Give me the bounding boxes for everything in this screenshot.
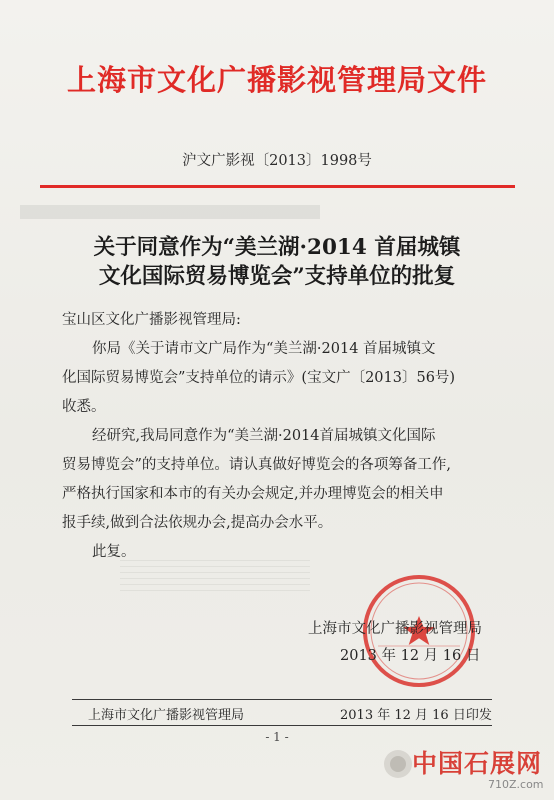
document-number: 沪文广影视〔2013〕1998号 [182,153,372,169]
headline-line-2: 文化国际贸易博览会”支持单位的批复 [98,264,456,289]
watermark-site-url: 710Z.com [488,778,544,791]
signature-date: 2013 年 12 月 16 日 [340,648,481,664]
organization-title: 上海市文化广播影视管理局文件 [66,63,487,97]
body-line: 收悉。 [62,399,106,415]
body-line: 你局《关于请市文广局作为“美兰湖·2014 首届城镇文 [92,341,436,357]
recipient: 宝山区文化广播影视管理局: [62,312,241,328]
body-line: 报手续,做到合法依规办会,提高办会水平。 [62,515,333,531]
footer-print-date: 2013 年 12 月 16 日印发 [340,708,492,723]
headline-line-1: 关于同意作为“美兰湖·2014 首届城镇 [93,235,461,260]
footer-rule-top [72,699,492,700]
page-number: - 1 - [265,730,289,744]
closing-line: 此复。 [92,544,136,560]
watermark-site-name: 中国石展网 [412,749,543,778]
bleed-through-lines [120,560,310,594]
red-divider [40,185,515,188]
footer-issuer: 上海市文化广播影视管理局 [88,708,245,723]
body-line: 经研究,我局同意作为“美兰湖·2014首届城镇文化国际 [92,428,436,444]
signature-organization: 上海市文化广播影视管理局 [308,621,482,637]
body-line: 严格执行国家和本市的有关办会规定,并办理博览会的相关申 [62,486,444,502]
footer-rule-bottom [72,725,492,726]
body-line: 贸易博览会”的支持单位。请认真做好博览会的各项筹备工作, [62,457,452,473]
bleed-through-band [20,205,320,219]
body-line: 化国际贸易博览会”支持单位的请示》(宝文广〔2013〕56号) [62,370,456,386]
